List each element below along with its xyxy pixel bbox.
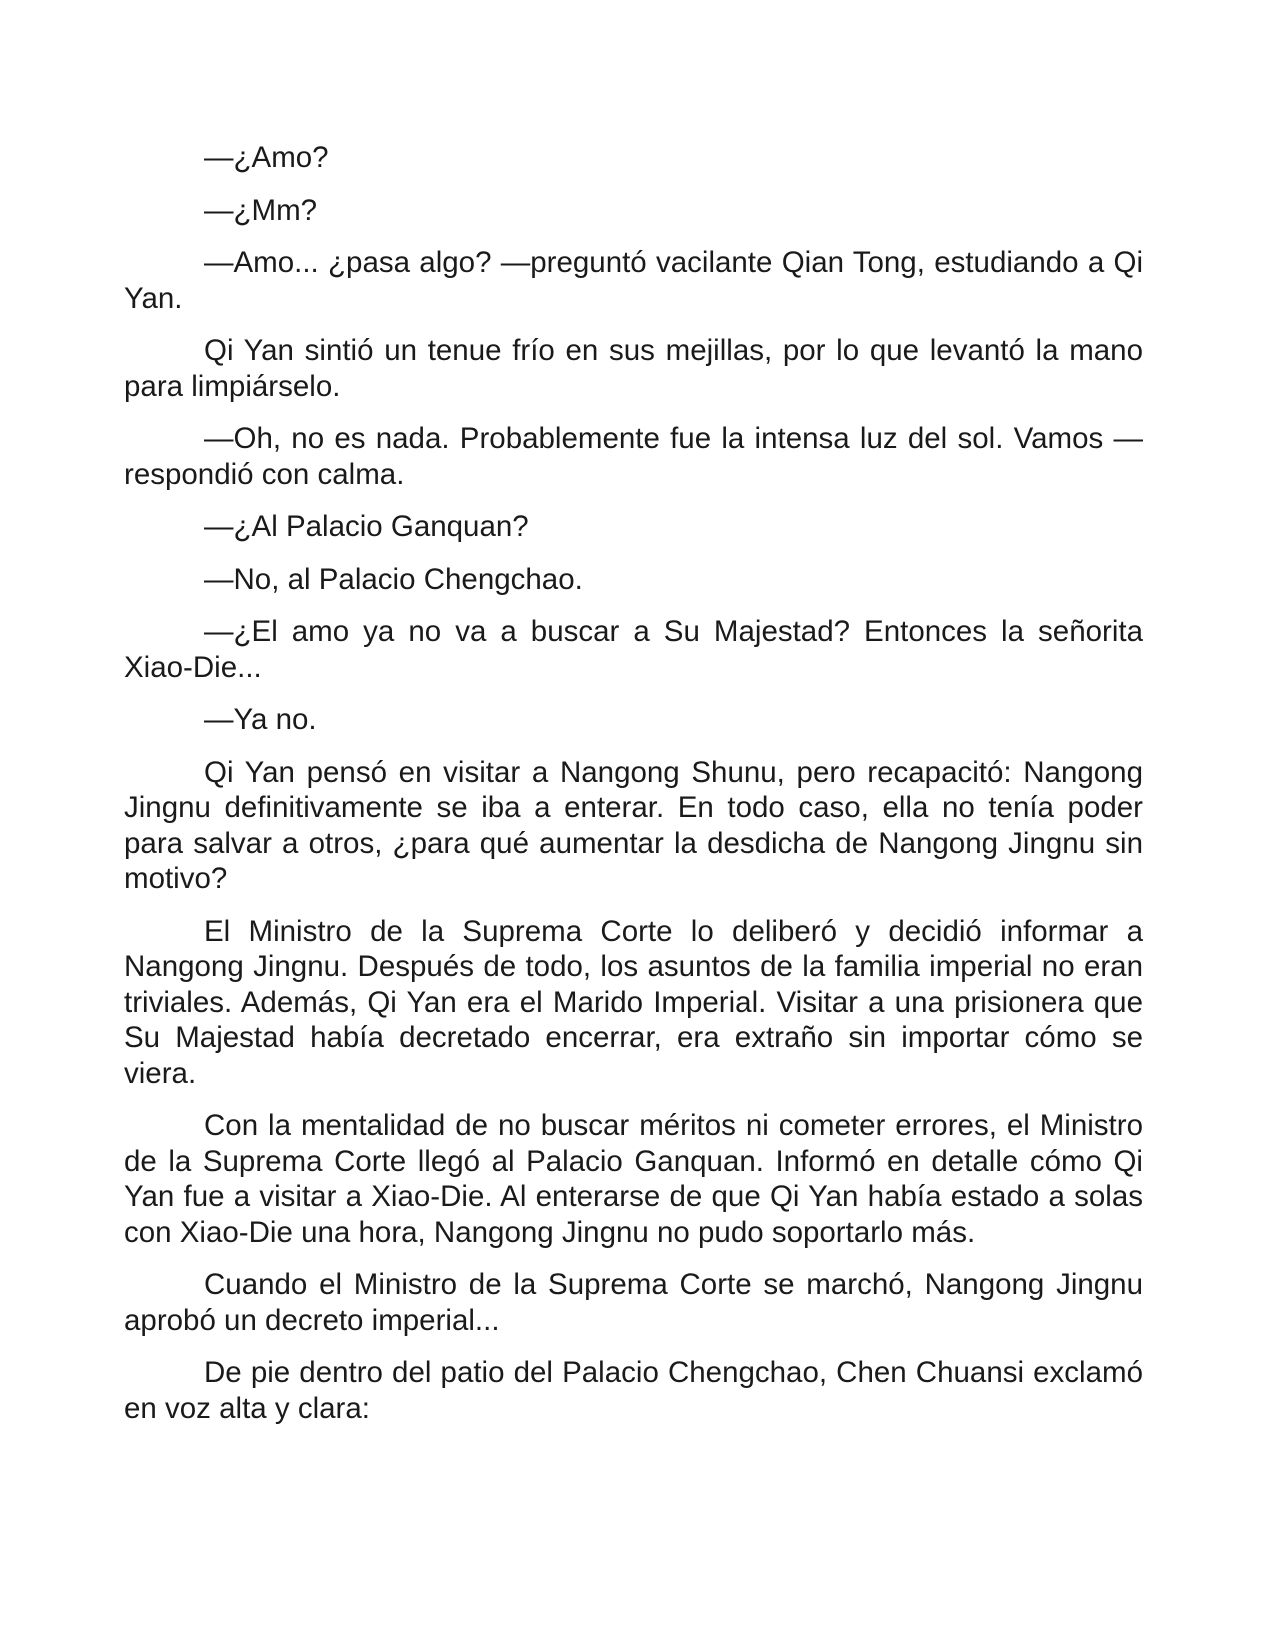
- paragraph: —Amo... ¿pasa algo? —preguntó vacilante Qian Tong, estudiando a Qi Yan.: [124, 246, 1143, 315]
- paragraph: Qi Yan sintió un tenue frío en sus mejillas, por lo que levantó la mano para limpiárselo.: [124, 334, 1143, 403]
- paragraph: —Ya no.: [204, 703, 317, 736]
- paragraph: —¿Amo?: [204, 141, 329, 174]
- paragraph: Cuando el Ministro de la Suprema Corte se marchó, Nangong Jingnu aprobó un decreto imperial...: [124, 1268, 1143, 1337]
- paragraph: —¿El amo ya no va a buscar a Su Majestad? Entonces la señorita Xiao-Die...: [124, 615, 1143, 684]
- paragraph: —No, al Palacio Chengchao.: [204, 562, 583, 596]
- paragraph: De pie dentro del patio del Palacio Chengchao, Chen Chuansi exclamó en voz alta y clara:: [124, 1356, 1143, 1425]
- paragraph: —¿Al Palacio Ganquan?: [204, 510, 529, 543]
- paragraph: —Oh, no es nada. Probablemente fue la intensa luz del sol. Vamos —respondió con calma.: [124, 422, 1143, 491]
- paragraph: El Ministro de la Suprema Corte lo deliberó y decidió informar a Nangong Jingnu. Después de todo, los asuntos de la familia imperial no eran triviales. Además, Qi Yan era el Marido Imperial. Visitar a una prisionera que Su Majestad había decretado encerrar, era extraño sin importar cómo se viera.: [124, 914, 1143, 1090]
- paragraph: Qi Yan pensó en visitar a Nangong Shunu, pero recapacitó: Nangong Jingnu definitivamente se iba a enterar. En todo caso, ella no tenía poder para salvar a otros, ¿para qué aumentar la desdicha de Nangong Jingnu sin motivo?: [124, 755, 1143, 895]
- paragraph: Con la mentalidad de no buscar méritos ni cometer errores, el Ministro de la Suprema Corte llegó al Palacio Ganquan. Informó en detalle cómo Qi Yan fue a visitar a Xiao-Die. Al enterarse de que Qi Yan había estado a solas con Xiao-Die una hora, Nangong Jingnu no pudo soportarlo más.: [124, 1109, 1143, 1249]
- paragraph: —¿Mm?: [204, 193, 318, 227]
- body-text: [124, 140, 1143, 1443]
